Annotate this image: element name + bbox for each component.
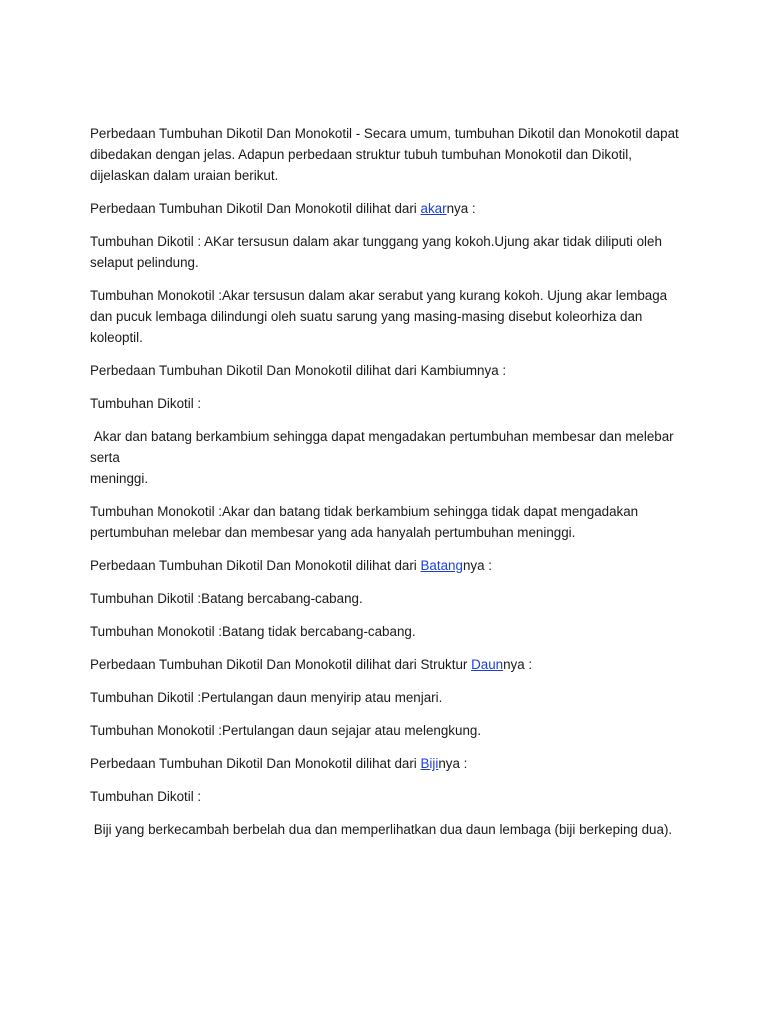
daun-heading-prefix: Perbedaan Tumbuhan Dikotil Dan Monokotil dilihat dari Struktur bbox=[90, 657, 472, 672]
biji-heading-suffix: nya : bbox=[438, 756, 468, 771]
daun-dikotil-paragraph: Tumbuhan Dikotil :Pertulangan daun menyirip atau menjari. bbox=[90, 690, 443, 705]
akar-heading-suffix: nya : bbox=[446, 201, 476, 216]
kambium-dikotil-line2: meninggi. bbox=[90, 471, 149, 486]
biji-dikotil-label: Tumbuhan Dikotil : bbox=[90, 789, 202, 804]
daun-heading bbox=[90, 654, 680, 675]
akar-link[interactable]: akar bbox=[420, 201, 447, 216]
batang-dikotil-paragraph: Tumbuhan Dikotil :Batang bercabang-cabang. bbox=[90, 591, 363, 606]
akar-monokotil-paragraph: Tumbuhan Monokotil :Akar tersusun dalam akar serabut yang kurang kokoh. Ujung akar lembaga dan pucuk lembaga dilindungi oleh suatu sarung yang masing-masing disebut koleorhiza dan koleoptil. bbox=[90, 288, 668, 345]
batang-heading-prefix: Perbedaan Tumbuhan Dikotil Dan Monokotil dilihat dari bbox=[90, 558, 421, 573]
intro-paragraph: Perbedaan Tumbuhan Dikotil Dan Monokotil - Secara umum, tumbuhan Dikotil dan Monokotil dapat dibedakan dengan jelas. Adapun perbedaan struktur tubuh tumbuhan Monokotil dan Dikotil, dijelaskan dalam uraian berikut. bbox=[90, 126, 679, 183]
batang-heading bbox=[90, 555, 680, 576]
kambium-monokotil-paragraph: Tumbuhan Monokotil :Akar dan batang tidak berkambium sehingga tidak dapat mengadakan pertumbuhan melebar dan membesar yang ada hanyalah pertumbuhan meninggi. bbox=[90, 504, 639, 540]
biji-dikotil-paragraph: Biji yang berkecambah berbelah dua dan memperlihatkan dua daun lembaga (biji berkeping dua). bbox=[90, 822, 673, 837]
kambium-dikotil-label: Tumbuhan Dikotil : bbox=[90, 396, 202, 411]
batang-heading-suffix: nya : bbox=[462, 558, 492, 573]
kambium-dikotil-line1: Akar dan batang berkambium sehingga dapat mengadakan pertumbuhan membesar dan melebar serta bbox=[90, 429, 678, 465]
akar-dikotil-paragraph: Tumbuhan Dikotil : AKar tersusun dalam akar tunggang yang kokoh.Ujung akar tidak diliputi oleh selaput pelindung. bbox=[90, 234, 662, 270]
batang-monokotil-paragraph: Tumbuhan Monokotil :Batang tidak bercabang-cabang. bbox=[90, 624, 416, 639]
kambium-heading: Perbedaan Tumbuhan Dikotil Dan Monokotil dilihat dari Kambiumnya : bbox=[90, 363, 507, 378]
biji-heading bbox=[90, 753, 680, 774]
daun-heading-suffix: nya : bbox=[503, 657, 533, 672]
akar-heading bbox=[90, 198, 680, 219]
akar-heading-prefix: Perbedaan Tumbuhan Dikotil Dan Monokotil dilihat dari bbox=[90, 201, 421, 216]
biji-link[interactable]: Biji bbox=[420, 756, 439, 771]
daun-link[interactable]: Daun bbox=[471, 657, 504, 672]
document-body bbox=[90, 123, 680, 852]
batang-link[interactable]: Batang bbox=[420, 558, 463, 573]
biji-heading-prefix: Perbedaan Tumbuhan Dikotil Dan Monokotil dilihat dari bbox=[90, 756, 421, 771]
kambium-dikotil-paragraph bbox=[90, 426, 680, 489]
daun-monokotil-paragraph: Tumbuhan Monokotil :Pertulangan daun sejajar atau melengkung. bbox=[90, 723, 482, 738]
